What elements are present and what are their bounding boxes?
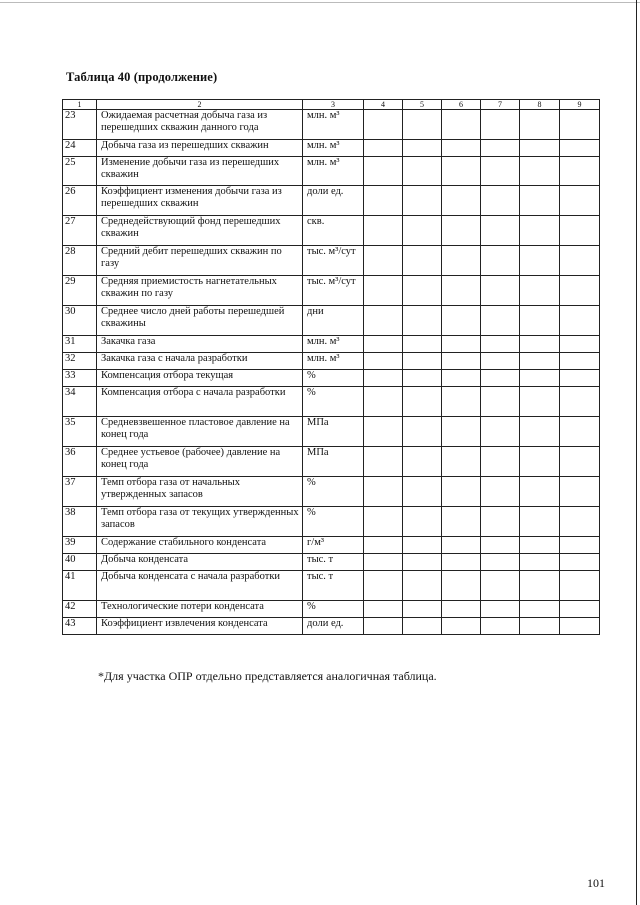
value-cell [442, 336, 481, 353]
value-cell [442, 571, 481, 601]
value-cell [481, 276, 520, 306]
row-number: 34 [63, 387, 97, 417]
value-cell [364, 477, 403, 507]
value-cell [481, 216, 520, 246]
value-cell [481, 571, 520, 601]
value-cell [520, 186, 560, 216]
row-unit: % [303, 601, 364, 618]
value-cell [481, 157, 520, 186]
column-header: 4 [364, 100, 403, 110]
value-cell [481, 417, 520, 447]
value-cell [481, 140, 520, 157]
value-cell [520, 537, 560, 554]
value-cell [442, 601, 481, 618]
row-unit: млн. м³ [303, 157, 364, 186]
value-cell [560, 387, 600, 417]
row-number: 32 [63, 353, 97, 370]
value-cell [403, 276, 442, 306]
value-cell [403, 601, 442, 618]
value-cell [560, 370, 600, 387]
row-parameter: Добыча конденсата [97, 554, 303, 571]
value-cell [364, 537, 403, 554]
column-header: 9 [560, 100, 600, 110]
table-row [63, 387, 600, 417]
value-cell [560, 140, 600, 157]
value-cell [442, 537, 481, 554]
row-number: 38 [63, 507, 97, 537]
value-cell [403, 387, 442, 417]
value-cell [403, 618, 442, 635]
value-cell [364, 387, 403, 417]
value-cell [403, 186, 442, 216]
value-cell [364, 246, 403, 276]
row-unit: тыс. м³/сут [303, 246, 364, 276]
value-cell [560, 336, 600, 353]
row-parameter: Коэффициент изменения добычи газа из перешедших скважин [97, 186, 303, 216]
value-cell [481, 554, 520, 571]
value-cell [364, 571, 403, 601]
value-cell [442, 417, 481, 447]
value-cell [520, 571, 560, 601]
value-cell [520, 157, 560, 186]
value-cell [442, 370, 481, 387]
value-cell [364, 186, 403, 216]
row-unit: % [303, 387, 364, 417]
value-cell [364, 276, 403, 306]
table-row [63, 370, 600, 387]
row-number: 29 [63, 276, 97, 306]
row-unit: млн. м³ [303, 353, 364, 370]
value-cell [481, 186, 520, 216]
column-header: 1 [63, 100, 97, 110]
value-cell [364, 306, 403, 336]
value-cell [520, 447, 560, 477]
value-cell [442, 186, 481, 216]
row-parameter: Среднедействующий фонд перешедших скважин [97, 216, 303, 246]
table-row [63, 554, 600, 571]
row-number: 37 [63, 477, 97, 507]
row-unit: скв. [303, 216, 364, 246]
value-cell [560, 246, 600, 276]
value-cell [560, 447, 600, 477]
value-cell [560, 276, 600, 306]
row-parameter: Добыча конденсата с начала разработки [97, 571, 303, 601]
value-cell [403, 571, 442, 601]
row-parameter: Средневзвешенное пластовое давление на конец года [97, 417, 303, 447]
row-number: 36 [63, 447, 97, 477]
value-cell [442, 353, 481, 370]
row-parameter: Средняя приемистость нагнетательных скважин по газу [97, 276, 303, 306]
row-number: 40 [63, 554, 97, 571]
row-parameter: Темп отбора газа от начальных утвержденных запасов [97, 477, 303, 507]
row-number: 26 [63, 186, 97, 216]
row-unit: тыс. т [303, 554, 364, 571]
row-number: 33 [63, 370, 97, 387]
value-cell [403, 306, 442, 336]
row-parameter: Закачка газа [97, 336, 303, 353]
row-number: 30 [63, 306, 97, 336]
row-parameter: Коэффициент извлечения конденсата [97, 618, 303, 635]
value-cell [364, 336, 403, 353]
row-parameter: Среднее устьевое (рабочее) давление на конец года [97, 447, 303, 477]
row-unit: % [303, 507, 364, 537]
value-cell [403, 216, 442, 246]
column-header: 6 [442, 100, 481, 110]
value-cell [560, 554, 600, 571]
value-cell [520, 140, 560, 157]
row-number: 25 [63, 157, 97, 186]
table-row [63, 276, 600, 306]
value-cell [481, 477, 520, 507]
value-cell [560, 507, 600, 537]
value-cell [364, 417, 403, 447]
value-cell [403, 507, 442, 537]
value-cell [560, 417, 600, 447]
header-row [63, 100, 600, 110]
table-title: Таблица 40 (продолжение) [66, 70, 218, 84]
value-cell [442, 110, 481, 140]
table-row [63, 246, 600, 276]
value-cell [442, 276, 481, 306]
value-cell [364, 447, 403, 477]
value-cell [442, 477, 481, 507]
value-cell [520, 417, 560, 447]
row-unit: дни [303, 306, 364, 336]
table-row [63, 601, 600, 618]
value-cell [560, 571, 600, 601]
value-cell [403, 246, 442, 276]
column-header: 8 [520, 100, 560, 110]
value-cell [442, 140, 481, 157]
row-unit: % [303, 477, 364, 507]
value-cell [364, 353, 403, 370]
row-unit: млн. м³ [303, 110, 364, 140]
row-unit: млн. м³ [303, 336, 364, 353]
table-body [63, 100, 600, 635]
value-cell [520, 246, 560, 276]
column-header: 3 [303, 100, 364, 110]
value-cell [403, 336, 442, 353]
column-header: 7 [481, 100, 520, 110]
row-unit: % [303, 370, 364, 387]
value-cell [560, 353, 600, 370]
value-cell [520, 601, 560, 618]
row-number: 31 [63, 336, 97, 353]
row-unit: тыс. т [303, 571, 364, 601]
table-row [63, 140, 600, 157]
table-row [63, 186, 600, 216]
value-cell [364, 507, 403, 537]
value-cell [520, 336, 560, 353]
page-top-edge [0, 2, 640, 3]
value-cell [403, 110, 442, 140]
value-cell [403, 537, 442, 554]
value-cell [403, 157, 442, 186]
row-parameter: Ожидаемая расчетная добыча газа из перешедших скважин данного года [97, 110, 303, 140]
value-cell [560, 618, 600, 635]
row-unit: доли ед. [303, 618, 364, 635]
table-row [63, 507, 600, 537]
row-parameter: Технологические потери конденсата [97, 601, 303, 618]
row-parameter: Средний дебит перешедших скважин по газу [97, 246, 303, 276]
value-cell [403, 370, 442, 387]
value-cell [442, 447, 481, 477]
table-row [63, 216, 600, 246]
row-number: 27 [63, 216, 97, 246]
row-number: 42 [63, 601, 97, 618]
page-right-edge [636, 0, 637, 905]
table-row [63, 353, 600, 370]
value-cell [520, 370, 560, 387]
value-cell [442, 507, 481, 537]
value-cell [364, 370, 403, 387]
value-cell [442, 554, 481, 571]
row-unit: МПа [303, 447, 364, 477]
value-cell [520, 216, 560, 246]
row-parameter: Закачка газа с начала разработки [97, 353, 303, 370]
value-cell [481, 246, 520, 276]
value-cell [403, 353, 442, 370]
value-cell [364, 216, 403, 246]
value-cell [364, 554, 403, 571]
value-cell [560, 216, 600, 246]
column-header: 5 [403, 100, 442, 110]
value-cell [481, 447, 520, 477]
row-number: 28 [63, 246, 97, 276]
value-cell [403, 140, 442, 157]
page-number: 101 [587, 876, 605, 890]
value-cell [560, 537, 600, 554]
column-header: 2 [97, 100, 303, 110]
value-cell [560, 186, 600, 216]
value-cell [481, 353, 520, 370]
value-cell [481, 618, 520, 635]
row-unit: доли ед. [303, 186, 364, 216]
value-cell [403, 554, 442, 571]
value-cell [481, 601, 520, 618]
row-parameter: Среднее число дней работы перешедшей скважины [97, 306, 303, 336]
table-row [63, 417, 600, 447]
row-unit: млн. м³ [303, 140, 364, 157]
value-cell [442, 618, 481, 635]
data-table [62, 99, 600, 635]
value-cell [442, 157, 481, 186]
value-cell [481, 507, 520, 537]
value-cell [560, 477, 600, 507]
value-cell [520, 507, 560, 537]
row-number: 24 [63, 140, 97, 157]
row-number: 39 [63, 537, 97, 554]
value-cell [481, 537, 520, 554]
row-parameter: Компенсация отбора с начала разработки [97, 387, 303, 417]
row-unit: тыс. м³/сут [303, 276, 364, 306]
data-table-container [62, 99, 600, 635]
value-cell [364, 157, 403, 186]
value-cell [560, 157, 600, 186]
value-cell [364, 140, 403, 157]
value-cell [364, 618, 403, 635]
table-row [63, 447, 600, 477]
value-cell [442, 387, 481, 417]
value-cell [560, 306, 600, 336]
row-unit: МПа [303, 417, 364, 447]
row-number: 23 [63, 110, 97, 140]
row-number: 35 [63, 417, 97, 447]
table-row [63, 618, 600, 635]
row-parameter: Изменение добычи газа из перешедших скважин [97, 157, 303, 186]
value-cell [520, 306, 560, 336]
table-row [63, 477, 600, 507]
value-cell [520, 554, 560, 571]
value-cell [520, 618, 560, 635]
row-number: 41 [63, 571, 97, 601]
value-cell [442, 246, 481, 276]
value-cell [560, 110, 600, 140]
value-cell [442, 216, 481, 246]
value-cell [364, 601, 403, 618]
row-parameter: Добыча газа из перешедших скважин [97, 140, 303, 157]
value-cell [364, 110, 403, 140]
table-row [63, 336, 600, 353]
row-unit: г/м³ [303, 537, 364, 554]
table-row [63, 571, 600, 601]
value-cell [481, 370, 520, 387]
value-cell [520, 110, 560, 140]
table-row [63, 537, 600, 554]
value-cell [481, 110, 520, 140]
value-cell [520, 353, 560, 370]
value-cell [403, 447, 442, 477]
table-row [63, 306, 600, 336]
footnote: *Для участка ОПР отдельно представляется аналогичная таблица. [98, 669, 437, 683]
table-row [63, 157, 600, 186]
value-cell [520, 387, 560, 417]
value-cell [481, 336, 520, 353]
table-row [63, 110, 600, 140]
row-parameter: Компенсация отбора текущая [97, 370, 303, 387]
value-cell [403, 477, 442, 507]
value-cell [520, 276, 560, 306]
value-cell [560, 601, 600, 618]
row-parameter: Темп отбора газа от текущих утвержденных запасов [97, 507, 303, 537]
row-number: 43 [63, 618, 97, 635]
value-cell [520, 477, 560, 507]
row-parameter: Содержание стабильного конденсата [97, 537, 303, 554]
value-cell [481, 387, 520, 417]
value-cell [442, 306, 481, 336]
value-cell [403, 417, 442, 447]
value-cell [481, 306, 520, 336]
